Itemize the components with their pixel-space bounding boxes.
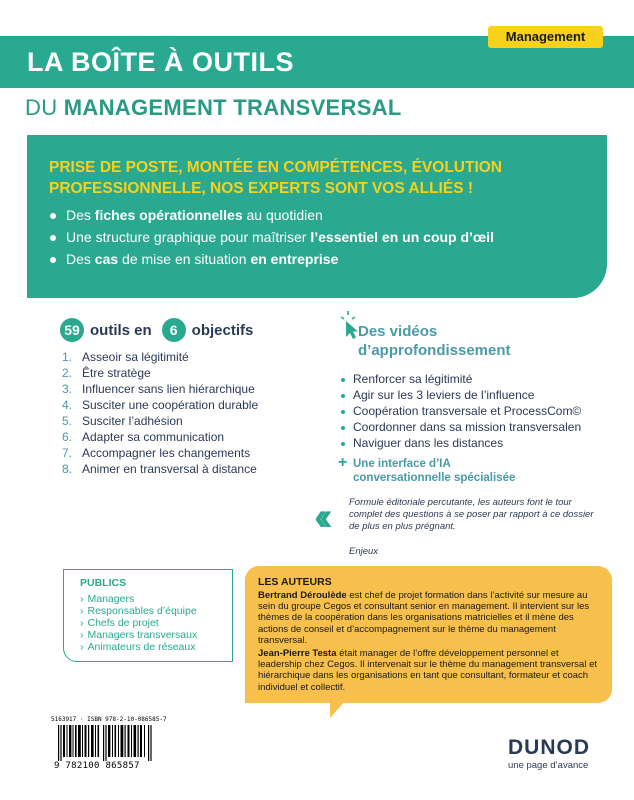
item-label: Chefs de projet <box>87 617 159 629</box>
item-number: 2. <box>62 366 73 380</box>
item-number: 5. <box>62 414 73 428</box>
list-item <box>80 641 197 653</box>
isbn-text: 5163917 · ISBN 978-2-10-086585-7 <box>51 716 167 723</box>
author-text: est chef de projet formation dans l’activité sur mesure au sein du groupe Cegos et consultant senior en management. Il intervient sur les thèmes de la coopération dans les organisations matricielles et il mène des actions de conseil et d’accompagnement sur le thème du management transversal. <box>258 590 590 646</box>
author-1-bio <box>258 590 603 646</box>
list-item <box>80 629 197 641</box>
item-number: 1. <box>62 350 73 364</box>
category-badge: Management <box>488 26 603 48</box>
chevron-right-icon: › <box>80 641 84 653</box>
barcode-number: 9 782100 865857 <box>54 761 140 771</box>
item-label: Être stratège <box>82 366 151 380</box>
speech-bubble-tail <box>330 700 346 718</box>
list-item <box>62 382 258 398</box>
item-label: Managers transversaux <box>87 629 198 641</box>
videos-list <box>340 372 581 452</box>
item-number: 8. <box>62 462 73 476</box>
promo-bullet <box>50 229 494 251</box>
objectives-list <box>62 350 258 478</box>
item-label: Animer en transversal à distance <box>82 462 257 476</box>
chevron-right-icon: › <box>80 617 84 629</box>
chevron-right-icon: › <box>80 629 84 641</box>
subtitle-bold: MANAGEMENT TRANSVERSAL <box>63 95 402 120</box>
item-label: Asseoir sa légitimité <box>82 350 189 364</box>
bullet-bold: en entreprise <box>250 251 339 267</box>
item-number: 7. <box>62 446 73 460</box>
author-2-bio <box>258 648 603 693</box>
quote-source: Enjeux <box>349 546 379 557</box>
promo-bullet <box>50 251 494 273</box>
bullet-bold: l’essentiel en un coup d’œil <box>310 229 494 245</box>
list-item: Agir sur les 3 leviers de l’influence <box>340 388 581 404</box>
subtitle-prefix: DU <box>25 95 64 120</box>
ia-interface-text <box>353 457 515 485</box>
list-item <box>62 430 258 446</box>
promo-bullet <box>50 207 494 229</box>
promo-headline: PRISE DE POSTE, MONTÉE EN COMPÉTENCES, ÉVOLUTION PROFESSIONNELLE, NOS EXPERTS SONT VOS ALLIÉS ! <box>49 159 503 197</box>
item-number: 4. <box>62 398 73 412</box>
quote-mark-icon: ‹‹ <box>314 495 325 539</box>
bullet-text: Des <box>66 207 95 223</box>
barcode <box>58 725 152 761</box>
ia-line: Une interface d’IA <box>353 458 451 470</box>
list-item <box>62 350 258 366</box>
item-label: Managers <box>87 593 135 605</box>
tools-count-circle: 59 <box>60 318 84 342</box>
publisher-tagline: une page d’avance <box>508 760 589 771</box>
item-label: Adapter sa communication <box>82 430 225 444</box>
videos-title-line: d’approfondissement <box>358 342 511 359</box>
tools-heading <box>60 318 253 342</box>
publisher-logo: DUNOD <box>508 736 590 759</box>
bullet-bold: cas <box>94 251 119 267</box>
videos-title <box>358 322 511 360</box>
list-item <box>62 414 258 430</box>
item-label: Accompagner les changements <box>82 446 251 460</box>
item-label: Susciter l’adhésion <box>82 414 183 428</box>
list-item <box>80 593 197 605</box>
objectives-count-circle: 6 <box>162 318 186 342</box>
publics-title: PUBLICS <box>80 577 127 589</box>
ia-line: conversationnelle spécialisée <box>353 472 516 484</box>
item-label: Responsables d’équipe <box>87 605 197 617</box>
item-number: 6. <box>62 430 73 444</box>
item-label: Animateurs de réseaux <box>87 641 196 653</box>
list-item: Renforcer sa légitimité <box>340 372 581 388</box>
item-label: Influencer sans lien hiérarchique <box>82 382 255 396</box>
bullet-bold: fiches opérationnelles <box>94 207 243 223</box>
publics-list <box>80 593 197 653</box>
bullet-text: Des <box>66 251 95 267</box>
list-item: Coopération transversale et ProcessCom© <box>340 404 581 420</box>
promo-bullets <box>50 207 494 273</box>
chevron-right-icon: › <box>80 605 84 617</box>
tools-count-label: outils en <box>90 321 152 339</box>
list-item: Naviguer dans les distances <box>340 436 581 452</box>
list-item: Coordonner dans sa mission transversalen <box>340 420 581 436</box>
plus-icon: + <box>338 454 348 471</box>
list-item <box>62 366 258 382</box>
item-label: Susciter une coopération durable <box>82 398 259 412</box>
quote-text: Formule éditoriale percutante, les auteurs font le tour complet des questions à se poser par rapport à ce dossier de plus en plus prégnant. <box>349 497 594 532</box>
list-item <box>62 446 258 462</box>
bullet-text: au quotidien <box>242 207 323 223</box>
list-item <box>62 462 258 478</box>
bullet-text: de mise en situation <box>118 251 251 267</box>
objectives-label: objectifs <box>191 321 254 339</box>
author-name: Bertrand Déroulède <box>258 590 347 601</box>
list-item <box>62 398 258 414</box>
author-name: Jean-Pierre Testa <box>258 648 337 659</box>
author-text: était manager de l’offre développement personnel et leadership chez Cegos. Il intervenait sur le thème du management transversal et hiérarchique dans les organisations en tant que consultant, formateur et coach individuel et collectif. <box>258 648 598 693</box>
chevron-right-icon: › <box>80 593 84 605</box>
authors-title: LES AUTEURS <box>258 576 332 588</box>
videos-title-line: Des vidéos <box>358 323 438 340</box>
list-item <box>80 605 197 617</box>
list-item <box>80 617 197 629</box>
bullet-text: Une structure graphique pour maîtriser <box>66 229 311 245</box>
item-number: 3. <box>62 382 73 396</box>
book-subtitle <box>25 95 402 121</box>
book-title: LA BOÎTE À OUTILS <box>27 47 294 77</box>
